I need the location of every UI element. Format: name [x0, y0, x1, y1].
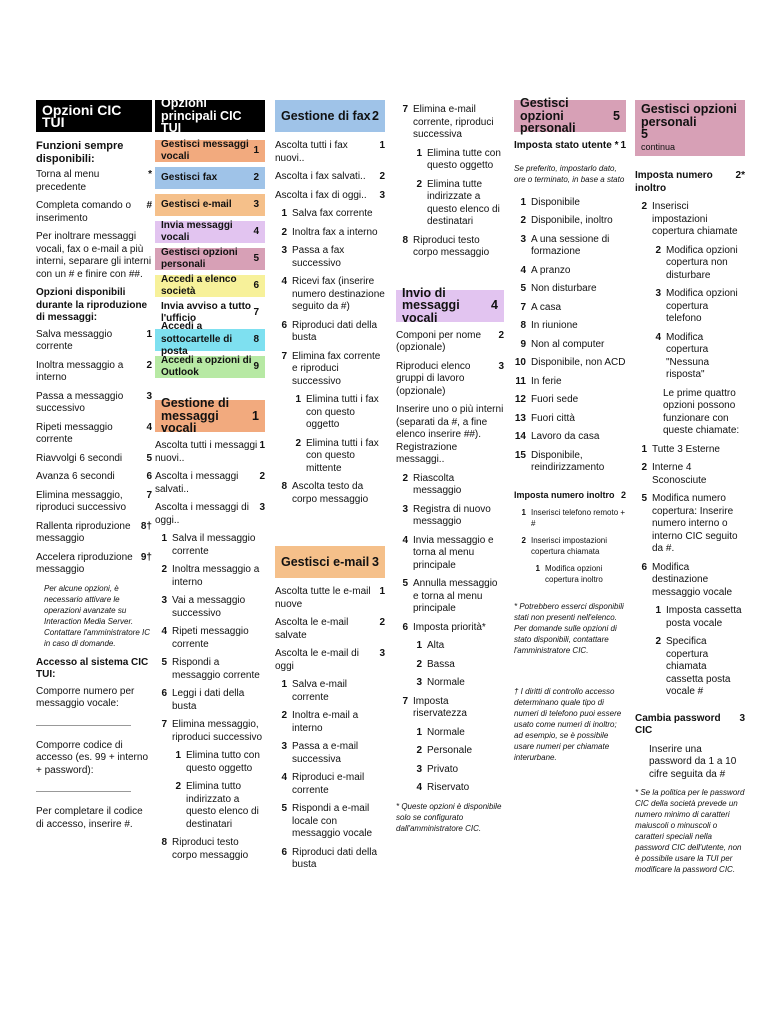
column-main-options	[155, 96, 265, 868]
list-item: 8 Riproduci testo corpo messaggio	[161, 837, 249, 861]
footnote-dagger: Per alcune opzioni, è necessario attivare le operazioni avanzate su Interaction Media Server. Contattare l'amministratore IC in caso di domande.	[44, 583, 151, 648]
list-item: Completa comando o inserimento #	[36, 200, 152, 224]
column-cic-tui-options	[36, 100, 152, 837]
list-item: 7 Elimina messaggio, riproduci successivo	[161, 719, 263, 743]
list-item: 8 Ascolta testo da corpo messaggio	[281, 481, 369, 505]
list-item: 3 Vai a messaggio successivo	[161, 595, 246, 619]
send-instructions: Inserire uno o più interni (separati da #, a fine elenco inserire ##). Registrazione messaggi..	[396, 404, 504, 465]
list-item: 2 Inserisci impostazioni copertura chiamata	[521, 536, 608, 556]
list-item: 1 Elimina tutti i fax con questo oggetto	[295, 394, 379, 430]
forward-instructions: Per inoltrare messaggi vocali, fax o e-mail a più interni, separare gli interni con un # e finire con ##.	[36, 231, 152, 280]
list-item: 1 Salva e-mail corrente	[281, 679, 348, 703]
list-item: Componi per nome (opzionale) 2	[396, 329, 504, 353]
section-header	[155, 96, 265, 136]
list-item: 6 Modifica destinazione messaggio vocale	[641, 561, 733, 598]
footnote-star: * Se la politica per le password CIC della società prevede un numero minimo di caratteri maiuscoli o minuscoli o caratteri speciali nella password CIC dell'utente, non è possibile usare la TUI per modificare la password CIC.	[635, 788, 745, 874]
list-item: 4 Invia messaggio e torna al menu principale	[402, 534, 494, 571]
list-item: Ascolta tutti i fax nuovi.. 1	[275, 140, 385, 164]
list-item: 14 Lavoro da casa	[514, 431, 600, 442]
section-title: Invio di messaggi vocali	[402, 285, 460, 325]
list-item: 6 Riproduci dati della busta	[281, 319, 378, 343]
section-title: Gestisci e-mail	[281, 554, 370, 569]
access-text: Comporre numero per messaggio vocale:	[36, 685, 135, 709]
list-item: 4 Modifica copertura "Nessuna risposta"	[655, 331, 710, 380]
list-item: 6 Leggi i dati della busta	[161, 688, 245, 712]
list-item: Salva messaggio corrente 1	[36, 328, 152, 352]
list-item: Passa a messaggio successivo 3	[36, 390, 152, 414]
list-item: 2 Bassa	[416, 658, 455, 670]
list-item: 1 Elimina tutto con questo oggetto	[175, 750, 260, 774]
list-item: 1 Imposta cassetta posta vocale	[655, 605, 742, 629]
menu-item[interactable]: Accedi a sottocartelle di posta 8	[155, 329, 265, 351]
list-item: 1 Elimina tutte con questo oggetto	[416, 147, 501, 171]
list-item: 1 Modifica opzioni copertura inoltro	[535, 564, 603, 584]
access-code-text: Comporre codice di accesso (es. 99 + interno + password):	[36, 739, 149, 776]
column-personal-options-continued	[635, 100, 745, 881]
list-item: 13 Fuori città	[514, 412, 575, 424]
column-fax	[275, 100, 385, 878]
list-item: Ripeti messaggio corrente 4	[36, 421, 152, 445]
list-item: 1 Salva il messaggio corrente	[161, 533, 256, 557]
menu-item[interactable]: Gestisci opzioni personali 5	[155, 248, 265, 270]
section-title: Opzioni CIC TUI	[42, 101, 122, 130]
list-item: Ascolta i messaggi salvati.. 2	[155, 471, 265, 495]
complete-code-text: Per completare il codice di accesso, inserire #.	[36, 806, 143, 830]
list-item: Accelera riproduzione messaggio 9†	[36, 551, 152, 575]
list-item: 6 Riproduci dati della busta	[281, 846, 378, 870]
list-item: 8 In riunione	[520, 320, 578, 331]
list-item: 5 Rispondi a e-mail locale con messaggio vocale	[281, 803, 373, 839]
list-item: Ascolta tutti i messaggi nuovi.. 1	[155, 440, 265, 464]
password-text: Inserire una password da 1 a 10 cifre seguita da #	[649, 743, 737, 780]
list-item: 1 Inserisci telefono remoto + #	[521, 508, 626, 528]
list-item: 3 Modifica opzioni copertura telefono	[655, 288, 738, 324]
list-item: 4 Ricevi fax (inserire numero destinazione seguito da #)	[281, 276, 385, 312]
column-personal-options	[514, 96, 626, 769]
column-email-send	[396, 100, 504, 840]
menu-item[interactable]: Accedi a opzioni di Outlook 9	[155, 356, 265, 378]
list-item: 11 In ferie	[515, 375, 562, 387]
list-item: 2 Personale	[416, 745, 473, 756]
access-title: Accesso al sistema CIC TUI:	[36, 656, 149, 680]
list-item: 1 Salva fax corrente	[281, 208, 373, 219]
list-item: Avanza 6 secondi 6	[36, 471, 152, 482]
list-item: 5 Non disturbare	[520, 283, 597, 294]
list-item: 3 Passa a fax successivo	[281, 245, 345, 269]
subsection-title: Cambia password CIC 3	[635, 712, 745, 736]
section-header: Gestisci opzioni personali 5	[514, 100, 626, 132]
divider	[36, 725, 131, 726]
section-title: Gestisci opzioni personali	[641, 102, 737, 129]
forward-note: Le prime quattro opzioni possono funzionare con queste chiamate:	[663, 387, 740, 436]
list-item: 8 Riproduci testo corpo messaggio	[402, 234, 490, 258]
list-item: 3 Passa a e-mail successiva	[281, 741, 359, 765]
section-title: Gestisci opzioni personali	[520, 96, 576, 136]
list-item: 3 Privato	[416, 763, 459, 775]
list-item: 2 Inoltra messaggio a interno	[161, 564, 260, 588]
list-item: Riavvolgi 6 secondi 5	[36, 452, 152, 464]
playback-options-title: Opzioni disponibili durante la riproduzione di messaggi:	[36, 287, 148, 323]
menu-item[interactable]: Invia avviso a tutto l'ufficio 7	[155, 302, 265, 324]
list-item: 2 Elimina tutti i fax con questo mittente	[295, 437, 379, 474]
footnote-star: * Potrebbero esserci disponibili stati non presenti nell'elenco. Per domande sulle opzioni di stato disponibili, contattare l'amministratore CIC.	[514, 602, 624, 655]
list-item: 2 Specifica copertura chiamata cassetta posta vocale #	[655, 636, 731, 697]
list-item: 4 Riservato	[416, 782, 470, 793]
status-intro: Se preferito, impostarlo dato, ore o terminato, in base a stato	[514, 163, 625, 184]
menu-item[interactable]: Accedi a elenco società 6	[155, 275, 265, 297]
subsection-title: Imposta numero inoltro 2	[514, 489, 626, 500]
list-item: 5 Rispondi a messaggio corrente	[161, 657, 260, 681]
list-item: 15 Disponibile, reindirizzamento	[514, 449, 605, 473]
list-item: 1 Normale	[416, 726, 465, 738]
section-header: Gestione di messaggi vocali 1	[155, 400, 265, 432]
list-item: 1 Disponibile	[520, 196, 580, 208]
list-item: Ascolta le e-mail salvate 2	[275, 617, 385, 641]
list-item: 2 Inoltra fax a interno	[281, 226, 378, 238]
section-header: Invio di messaggi vocali 4	[396, 290, 504, 322]
footnote: * Queste opzioni è disponibile solo se configurato dall'amministratore CIC.	[396, 801, 502, 833]
list-item: 3 Registra di nuovo messaggio	[402, 503, 491, 527]
menu-item[interactable]: Invia messaggi vocali 4	[155, 221, 265, 243]
menu-item[interactable]: Gestisci e-mail 3	[155, 194, 265, 216]
list-item: 2 Elimina tutto indirizzato a questo elenco di destinatari	[175, 781, 259, 830]
section-header: Gestione di fax 2	[275, 100, 385, 132]
list-item: 2 Elimina tutte indirizzate a questo elenco di destinatari	[416, 178, 500, 227]
section-header: Gestisci e-mail 3	[275, 546, 385, 578]
list-item: 9 Non al computer	[520, 338, 605, 350]
list-item: 4 Riproduci e-mail corrente	[281, 772, 365, 796]
list-item: Elimina messaggio, riproduci successivo 7	[36, 489, 152, 513]
list-item: 5 Modifica numero copertura: Inserire numero interno o interno CIC seguito da #.	[641, 493, 738, 554]
divider	[36, 791, 131, 792]
list-item: 4 Ripeti messaggio corrente	[161, 626, 249, 650]
continued-label: continua	[641, 141, 676, 152]
list-item: 7 Elimina fax corrente e riproduci successivo	[281, 350, 381, 387]
list-item: Ascolta tutte le e-mail nuove 1	[275, 586, 385, 610]
subsection-title: Imposta numero inoltro 2*	[635, 170, 745, 194]
list-item: 2 Disponibile, inoltro	[520, 215, 613, 226]
list-item: Ascolta i fax salvati.. 2	[275, 171, 385, 182]
list-item: 6 Imposta priorità*	[402, 621, 486, 633]
menu-item[interactable]: Gestisci messaggi vocali 1	[155, 140, 265, 162]
list-item: 2 Riascolta messaggio	[402, 472, 462, 496]
list-item: 2 Modifica opzioni copertura non disturbare	[655, 244, 738, 281]
list-item: 5 Annulla messaggio e torna al menu principale	[402, 578, 498, 614]
list-item: 1 Tutte 3 Esterne	[641, 443, 720, 455]
section-title: Gestione di fax	[281, 108, 371, 123]
section-title: Gestione di messaggi vocali	[161, 396, 230, 436]
list-item: 7 Imposta riservatezza	[402, 695, 467, 719]
list-item: 4 A pranzo	[520, 264, 571, 276]
list-item: 2 Interne 4 Sconosciute	[641, 462, 707, 486]
list-item: 12 Fuori sede	[514, 394, 579, 405]
list-item: 2 Inoltra e-mail a interno	[281, 710, 359, 734]
section-header	[36, 100, 152, 132]
list-item: Torna al menu precedente *	[36, 169, 152, 193]
list-item: Ascolta i fax di oggi.. 3	[275, 189, 385, 201]
list-item: Rallenta riproduzione messaggio 8†	[36, 520, 152, 544]
list-item: 1 Alta	[416, 640, 445, 651]
subsection-title: Imposta stato utente * 1	[514, 140, 626, 151]
list-item: Inoltra messaggio a interno 2	[36, 359, 152, 383]
list-item: Riproduci elenco gruppi di lavoro (opzionale) 3	[396, 360, 504, 397]
list-item: 7 Elimina e-mail corrente, riproduci successiva	[402, 104, 494, 140]
list-item: 2 Inserisci impostazioni copertura chiamate	[641, 201, 738, 237]
list-item: Ascolta i messaggi di oggi.. 3	[155, 502, 265, 526]
list-item: 10 Disponibile, non ACD	[514, 357, 626, 368]
list-item: Ascolta le e-mail di oggi 3	[275, 648, 385, 672]
section-header: Gestisci opzioni personali 5 continua	[635, 100, 745, 156]
list-item: 7 A casa	[520, 301, 562, 313]
section-title: Opzioni principali CIC TUI	[161, 96, 242, 136]
footnote-dagger: † I diritti di controllo accesso determinano quale tipo di numeri di telefono puoi essere usato come numeri di inoltro; ad esempio, se è possibile usare numeri per chiamate interurbane.	[514, 687, 622, 762]
always-available-title: Funzioni sempre disponibili:	[36, 140, 124, 165]
list-item: 3 Normale	[416, 677, 465, 688]
menu-item[interactable]: Gestisci fax 2	[155, 167, 265, 189]
list-item: 3 A una sessione di formazione	[520, 233, 610, 257]
